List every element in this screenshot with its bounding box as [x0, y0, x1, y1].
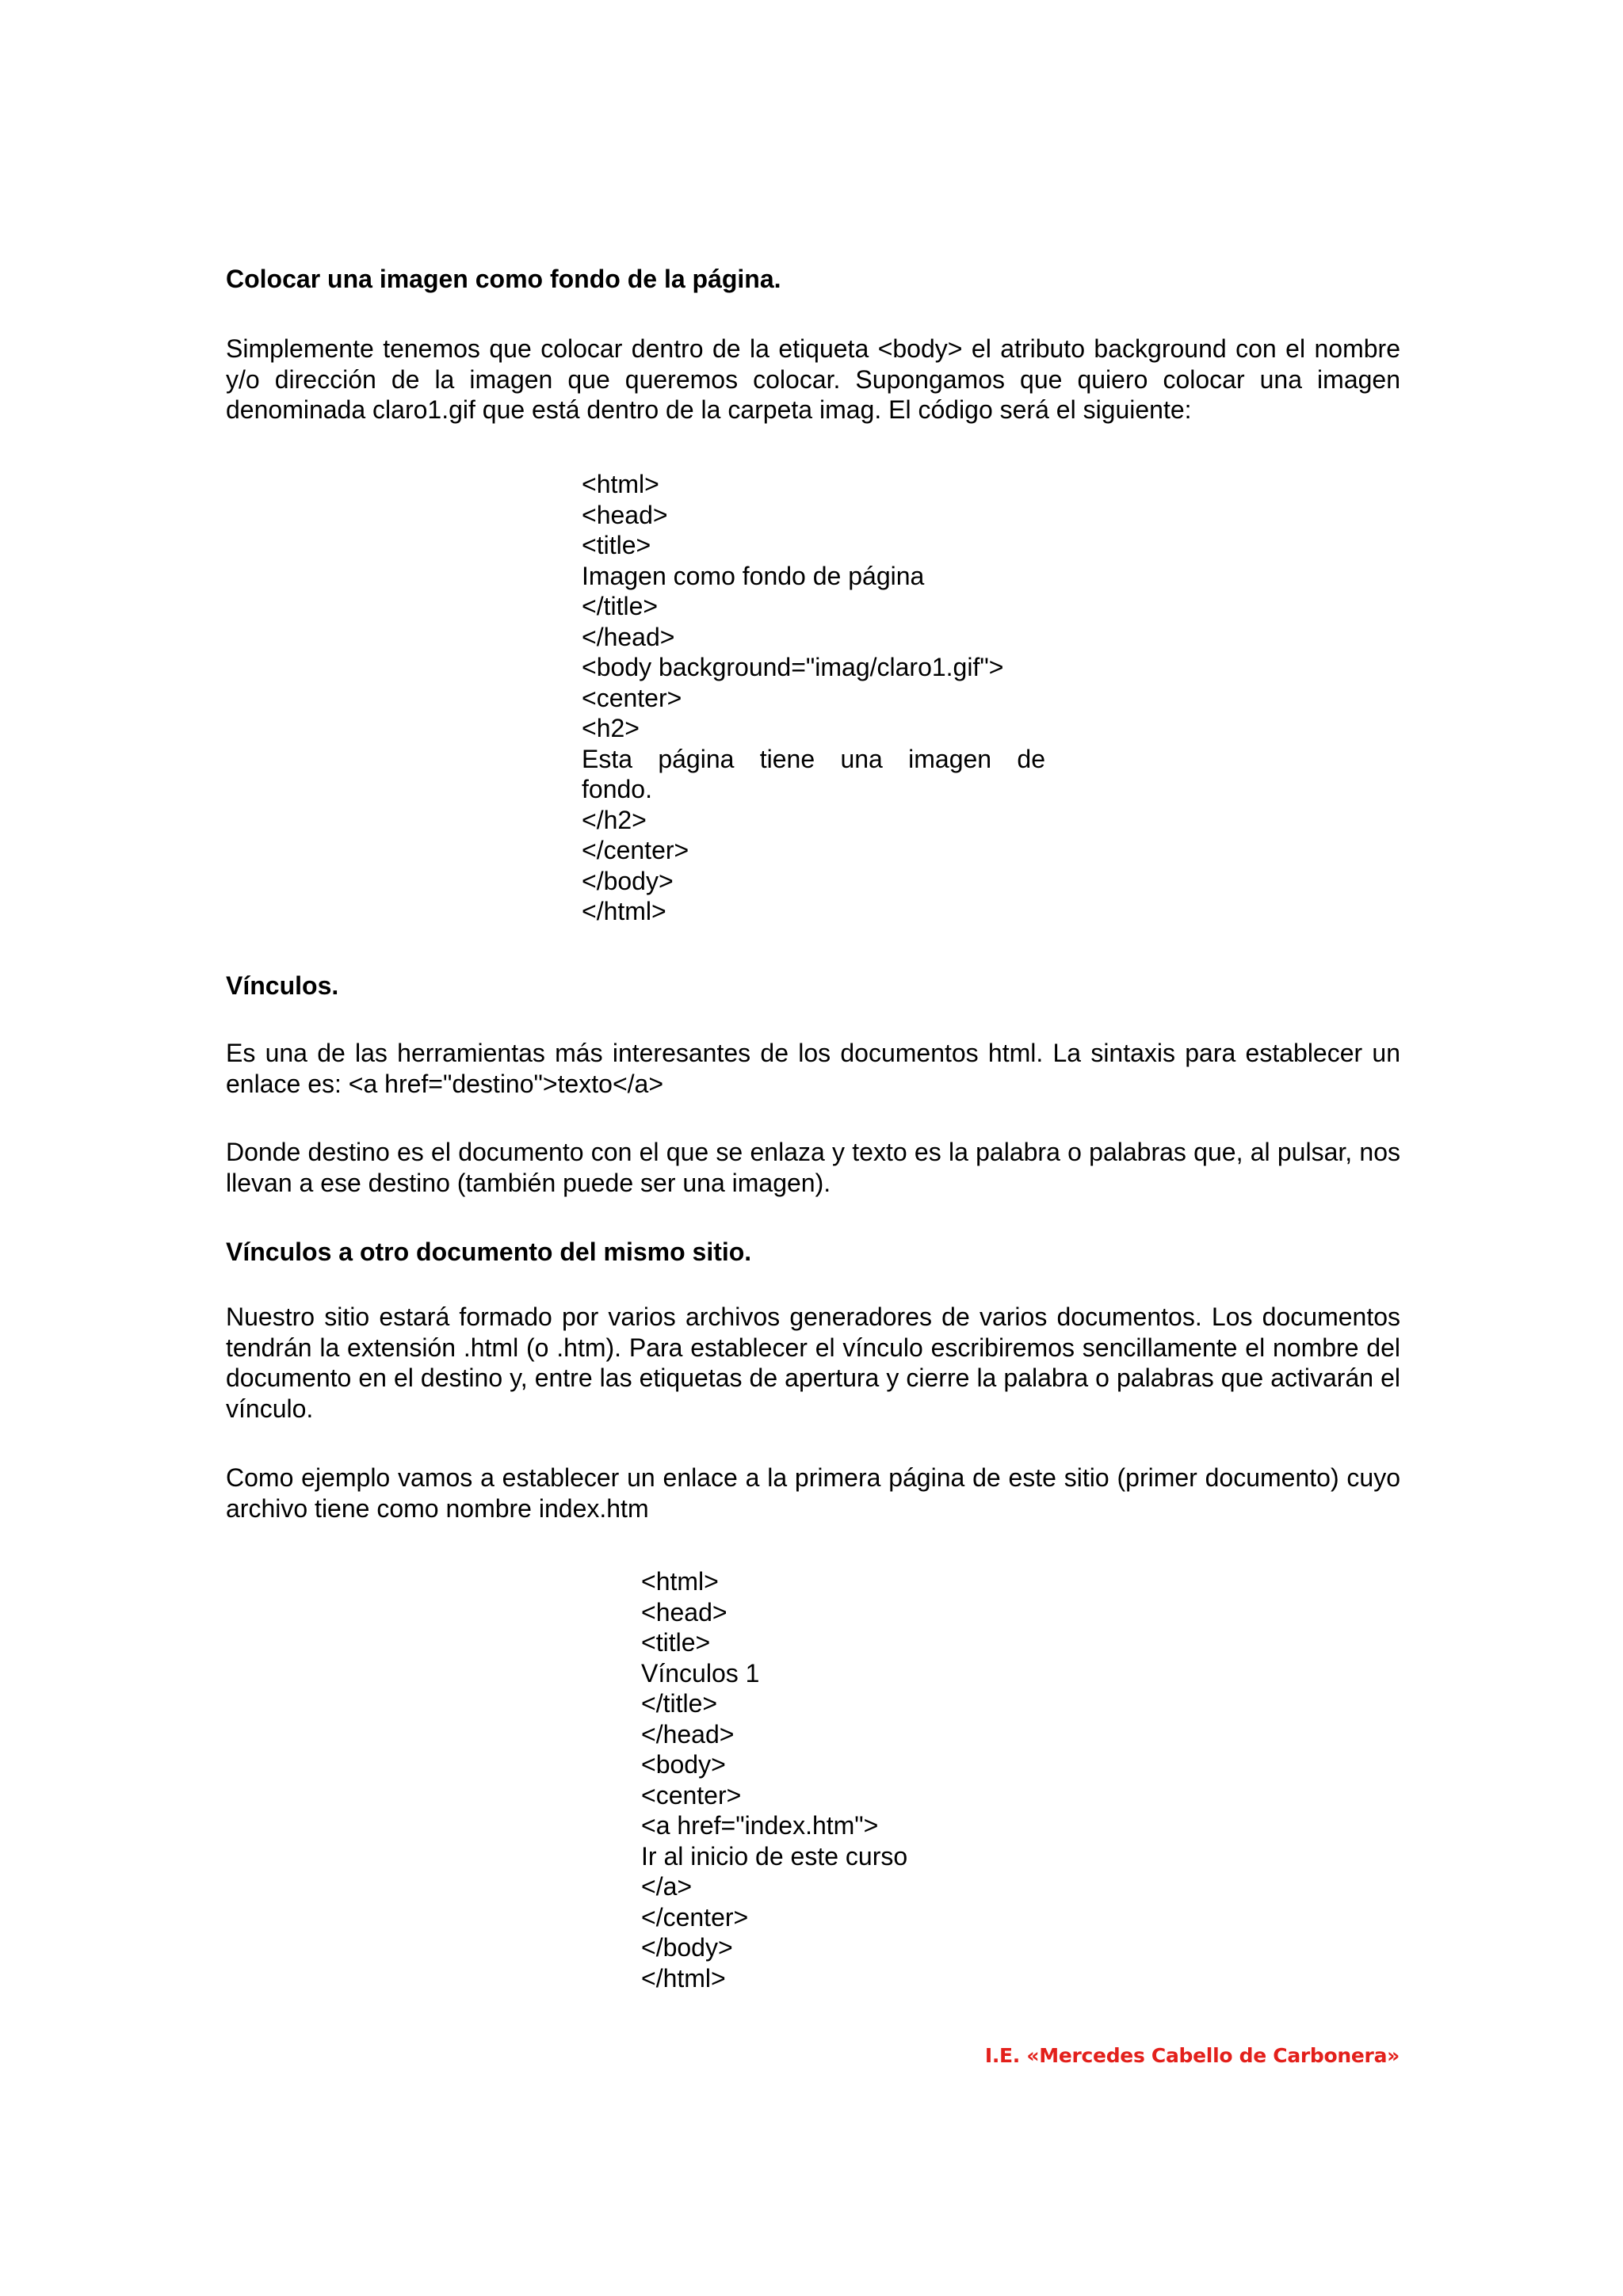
- code-line: <center>: [641, 1780, 742, 1810]
- code-line: </center>: [582, 836, 689, 864]
- code-line: Ir al inicio de este curso: [641, 1841, 908, 1871]
- code-line: <html>: [582, 470, 659, 498]
- code-line: <body background="imag/claro1.gif">: [582, 653, 1004, 681]
- code-line: Vínculos 1: [641, 1658, 760, 1688]
- paragraph-same-site-description: Nuestro sitio estará formado por varios archivos generadores de varios documentos. Los documentos tendrán la extensión .html (o .htm). Para establecer el vínculo escribiremos sencillamente el nombre del documento en el destino y, entre las etiquetas de apertura y cierre la palabra o palabras que activarán el vínculo.: [226, 1302, 1400, 1423]
- code-line: <title>: [641, 1628, 711, 1657]
- code-line: </h2>: [582, 805, 647, 834]
- code-line: <head>: [582, 500, 668, 529]
- code-line: </html>: [582, 897, 666, 925]
- code-line: </html>: [641, 1963, 726, 1993]
- code-line: </center>: [641, 1902, 749, 1932]
- footer-school-name: I.E. «Mercedes Cabello de Carbonera»: [984, 2044, 1400, 2067]
- code-line: </head>: [641, 1719, 735, 1749]
- code-example-link: [641, 1566, 1117, 1993]
- code-line: </head>: [582, 622, 675, 651]
- code-line: <html>: [641, 1567, 719, 1596]
- code-line: Esta página tiene una imagen de: [582, 744, 1045, 773]
- code-line: </a>: [641, 1872, 693, 1901]
- code-line: </title>: [582, 592, 659, 620]
- code-line: <body>: [641, 1750, 726, 1779]
- code-line: <a href="index.htm">: [641, 1811, 879, 1840]
- code-line: fondo.: [582, 775, 652, 803]
- heading-background-image: Colocar una imagen como fondo de la página.: [226, 265, 781, 293]
- heading-links: Vínculos.: [226, 971, 339, 1000]
- paragraph-same-site-example: Como ejemplo vamos a establecer un enlace a la primera página de este sitio (primer documento) cuyo archivo tiene como nombre index.htm: [226, 1463, 1400, 1523]
- code-line: </body>: [582, 866, 674, 895]
- code-line: </body>: [641, 1933, 733, 1962]
- code-line: <title>: [582, 531, 651, 559]
- paragraph-links-destination: Donde destino es el documento con el que se enlaza y texto es la palabra o palabras que, al pulsar, nos llevan a ese destino (también puede ser una imagen).: [226, 1138, 1400, 1197]
- code-line: </title>: [641, 1689, 718, 1718]
- code-line: <center>: [582, 683, 682, 712]
- heading-links-same-site: Vínculos a otro documento del mismo sitio.: [226, 1238, 752, 1266]
- paragraph-background-intro: Simplemente tenemos que colocar dentro de la etiqueta <body> el atributo background con el nombre y/o dirección de la imagen que queremos colocar. Supongamos que quiero colocar una imagen denominada claro1.gif que está dentro de la carpeta imag. El código será el siguiente:: [226, 334, 1400, 424]
- code-line: <h2>: [582, 714, 640, 742]
- paragraph-links-syntax: Es una de las herramientas más interesantes de los documentos html. La sintaxis para establecer un enlace es: <a href="destino">texto</a>: [226, 1039, 1400, 1098]
- code-line: Imagen como fondo de página: [582, 561, 925, 590]
- code-example-background: [582, 469, 1045, 927]
- code-line: <head>: [641, 1597, 727, 1627]
